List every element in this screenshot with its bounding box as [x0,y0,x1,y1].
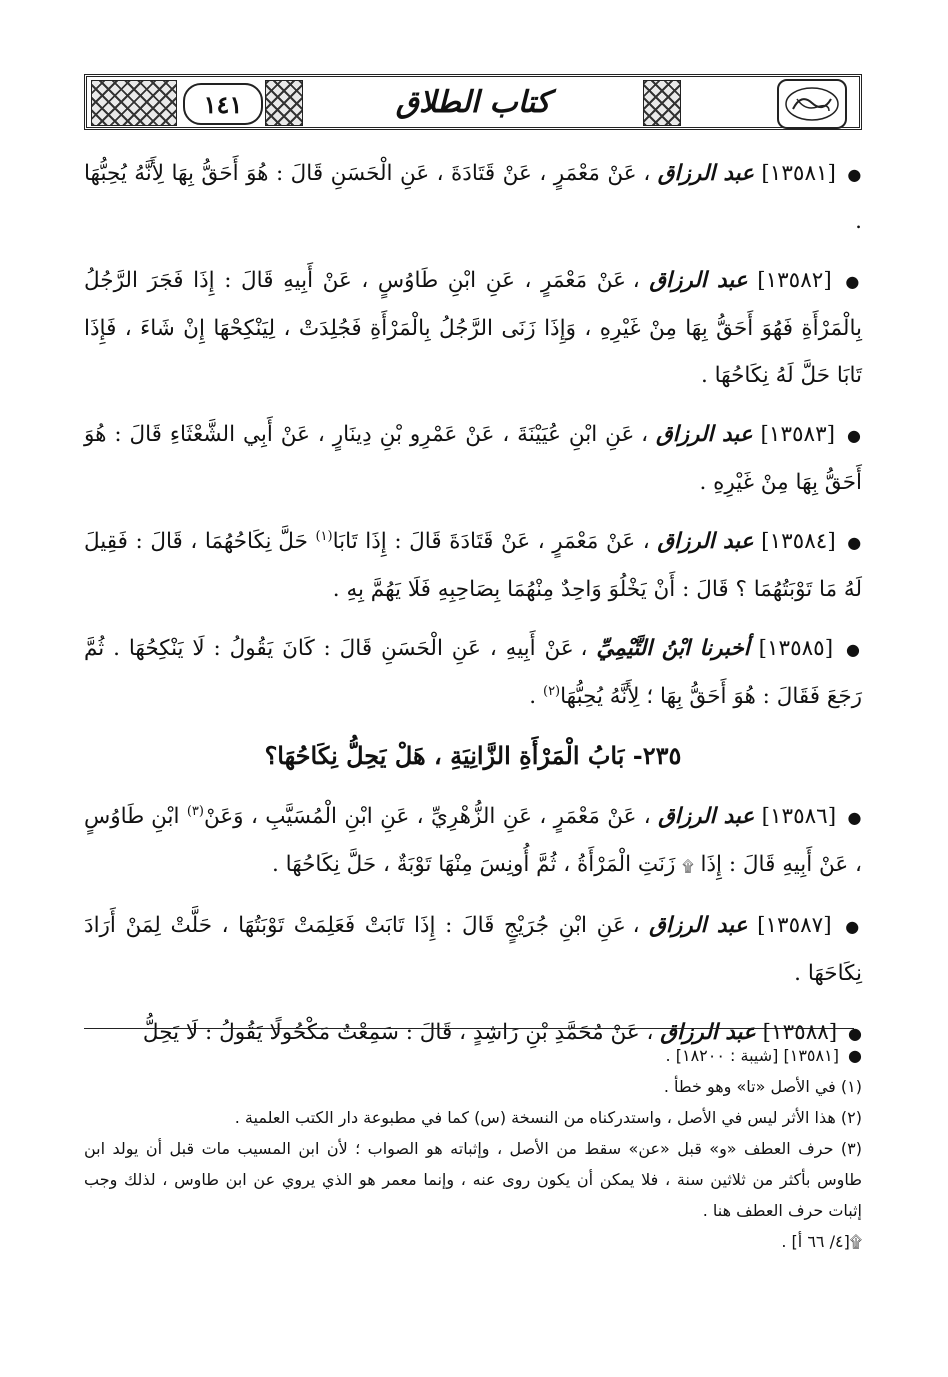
main-text [84,150,862,1069]
narrator-name: عبد الرزاق [649,913,748,938]
bullet: ● [847,533,863,552]
narrator-name: أخبرنا ابْنُ التَّيْمِيِّ [596,636,750,661]
hadith-13586 [84,793,862,890]
footnotes [84,1040,862,1257]
hadith-text: ، عَنْ مُحَمَّدِ بْنِ رَاشِدٍ ، قَالَ : سَمِعْتُ مَكْحُولًا يَقُولُ : لَا يَحِلُّ [142,1020,654,1045]
hadith-text-cont: حَلَّ نِكَاحُهُمَا ، قَالَ : فَقِيلَ لَهُ مَا تَوْبَتُهُمَا ؟ قَالَ : أَنْ يَخْلُوَ وَاحِدٌ مِنْهُمَا بِصَاحِبِهِ فَلَا يَهُمَّ بِهِ . [84,529,862,602]
footnote-ref[interactable]: (١) [315,528,333,544]
footnote-ref[interactable]: (٢) [542,683,561,699]
header-ornament-left [91,80,177,126]
hadith-text: ، عَنْ مَعْمَرٍ ، عَنْ قَتَادَةَ قَالَ : إِذَا تَابَا [332,529,650,554]
bullet: ● [847,808,863,827]
hadith-number: [١٣٥٨٥] [758,636,834,661]
footnote-ref[interactable]: (٣) [186,803,204,819]
hadith-number: [١٣٥٨٣] [760,422,836,447]
bullet: ● [845,917,862,936]
narrator-name: عبد الرزاق [657,161,754,186]
narrator-name: عبد الرزاق [657,529,754,554]
hadith-text: ، عَنِ ابْنِ جُرَيْجٍ قَالَ : إِذَا تَابَتْ فَعَلِمَتْ تَوْبَتُهَا ، حَلَّتْ لِمَنْ أَرَادَ نِكَاحَهَا . [84,913,862,986]
bullet: ● [848,1046,862,1065]
narrator-name: عبد الرزاق [658,804,755,829]
hadith-number: [١٣٥٨٧] [757,913,832,938]
bullet: ● [846,426,862,445]
hadith-text: ، عَنِ ابْنِ عُيَيْنَةَ ، عَنْ عَمْرِو بْنِ دِينَارٍ ، عَنْ أَبِي الشَّعْثَاءِ قَالَ : هُوَ أَحَقُّ بِهَا مِنْ غَيْرِهِ . [84,422,862,495]
page-number: ١٤١ [183,83,263,125]
book-title: كتاب الطلاق [395,84,551,120]
hadith-number: [١٣٥٨٢] [757,268,832,293]
hadith-text-mid: ابْنِ طَاوُسٍ ، عَنْ أَبِيهِ قَالَ : إِذَا [84,804,862,877]
header-ornament-mid-right [643,80,681,126]
publisher-seal-logo [777,79,847,129]
bullet: ● [848,1024,862,1043]
hadith-13585 [84,625,862,720]
footnote-2: (٢) هذا الأثر ليس في الأصل ، واستدركناه من النسخة (س) كما في مطبوعة دار الكتب العلمية . [234,1108,862,1127]
footnote-manuscript-ref: ۩[٤/ ٦٦ أ] . [781,1232,862,1251]
narrator-name: عبد الرزاق [660,1020,756,1045]
footnote-source [84,1040,862,1071]
narrator-name: عبد الرزاق [649,268,748,293]
hadith-text: ، عَنْ مَعْمَرٍ ، عَنِ ابْنِ طَاوُسٍ ، عَنْ أَبِيهِ قَالَ : إِذَا فَجَرَ الرَّجُلُ بِالْمَرْأَةِ فَهُوَ أَحَقُّ بِهَا مِنْ غَيْرِهِ ، وَإِذَا زَنَى الرَّجُلُ بِالْمَرْأَةِ فَجُلِدَتْ ، لِيَنْكِحْهَا إِنْ شَاءَ ، فَإِذَا تَابَا حَلَّ لَهُ نِكَاحُهَا . [84,268,862,388]
hadith-text-cont: . [529,684,537,709]
hadith-13587 [84,902,862,997]
hadith-13584 [84,518,862,613]
hadith-text-cont: زَنَتِ الْمَرْأَةُ ، ثُمَّ أُونِسَ مِنْهَا تَوْبَةٌ ، حَلَّ نِكَاحُهَا . [271,852,676,877]
footnote-text: [١٣٥٨١] [شيبة : ١٨٢٠٠] . [665,1046,839,1065]
calligraphy-seal-icon [783,85,841,123]
hadith-number: [١٣٥٨٨] [762,1020,838,1045]
hadith-text: ، عَنْ مَعْمَرٍ ، عَنِ الزُّهْرِيِّ ، عَنِ ابْنِ الْمُسَيَّبِ ، وَعَنْ [203,804,651,829]
hadith-13583 [84,411,862,506]
bullet: ● [847,165,862,184]
manuscript-page-marker: ۩ [682,857,694,875]
hadith-text: ، عَنْ أَبِيهِ ، عَنِ الْحَسَنِ قَالَ : كَانَ يَقُولُ : لَا يَنْكِحُهَا . ثُمَّ رَجَعَ فَقَالَ : هُوَ أَحَقُّ بِهَا ؛ لِأَنَّهُ يُحِبُّهَا [84,636,862,709]
bullet: ● [846,640,862,659]
footnote-3: (٣) حرف العطف «و» قبل «عن» سقط من الأصل ، وإثباته هو الصواب ؛ لأن ابن المسيب مات قبل أن يولد ابن طاوس بأكثر من ثلاثين سنة ، فلا يمكن أن يكون روى عنه ، وإنما معمر هو الذي يروي عن ابن طاوس ، لذلك وجب إثبات حرف العطف هنا . [84,1139,862,1220]
footnote-separator [84,1028,854,1029]
footnote-1: (١) في الأصل «تا» وهو خطأ . [663,1077,862,1096]
hadith-number: [١٣٥٨٤] [761,529,836,554]
hadith-13582 [84,257,862,399]
hadith-number: [١٣٥٨١] [761,161,836,186]
hadith-13581 [84,150,862,245]
bullet: ● [845,272,863,291]
chapter-heading: ٢٣٥- بَابُ الْمَرْأَةِ الزَّانِيَةِ ، هَلْ يَحِلُّ نِكَاحُهَا؟ [264,741,682,770]
narrator-name: عبد الرزاق [656,422,753,447]
page-header [84,74,862,130]
header-ornament-mid-left [265,80,303,126]
hadith-number: [١٣٥٨٦] [761,804,837,829]
hadith-text: ، عَنْ مَعْمَرٍ ، عَنْ قَتَادَةَ ، عَنِ الْحَسَنِ قَالَ : هُوَ أَحَقُّ بِهَا لِأَنَّهُ يُحِبُّهَا . [84,161,862,234]
